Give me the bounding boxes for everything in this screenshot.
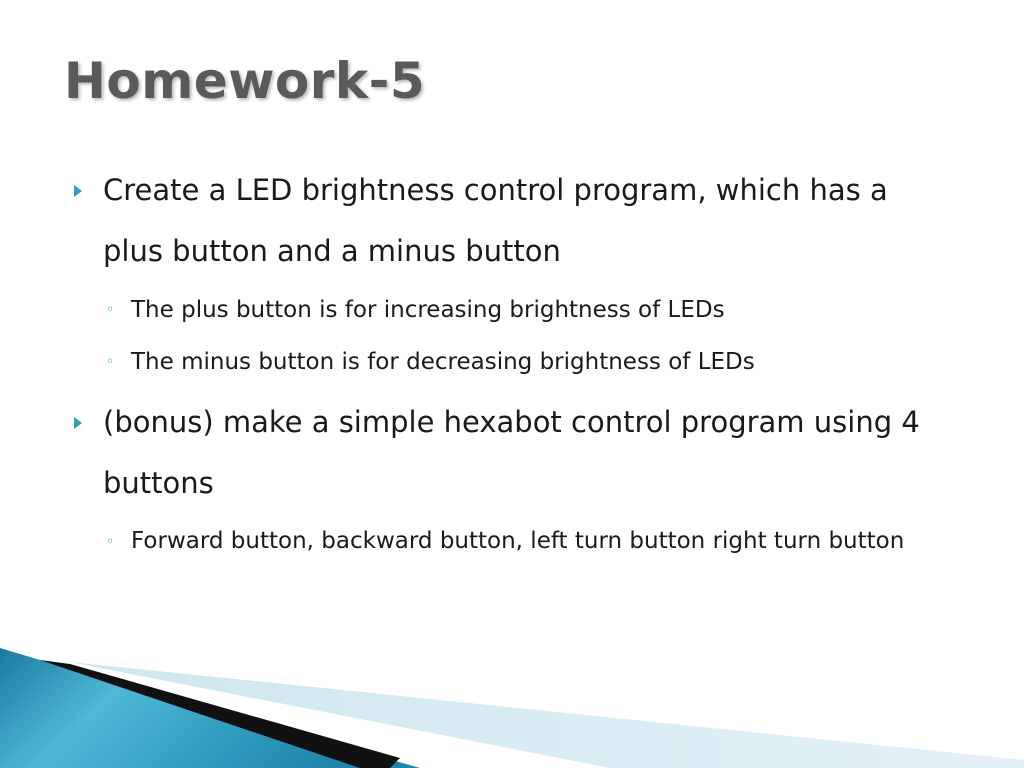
ring-bullet-icon: ◦ [106,534,115,550]
sub-bullet-text: Forward button, backward button, left turn button right turn button [131,528,905,554]
sub-bullet-text: The plus button is for increasing brightness of LEDs [131,297,725,323]
sub-bullet-text: The minus button is for decreasing brightness of LEDs [131,349,755,375]
slide-title: Homework-5 [64,52,426,110]
ring-bullet-icon: ◦ [106,354,115,370]
bullet-text: (bonus) make a simple hexabot control program using 4 buttons [103,405,920,500]
ring-bullet-icon: ◦ [106,302,115,318]
bullet-text: Create a LED brightness control program, which has a plus button and a minus button [103,173,888,268]
